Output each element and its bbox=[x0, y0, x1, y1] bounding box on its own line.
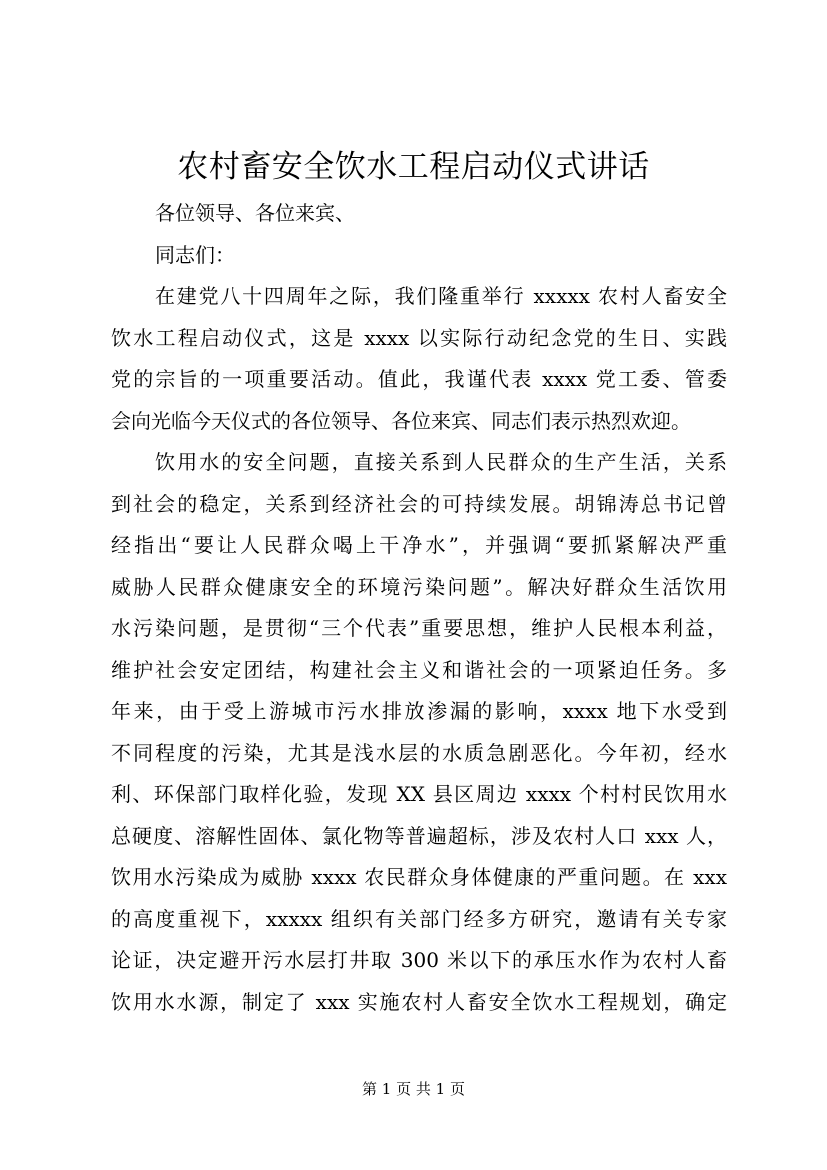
body-line: 利、环保部门取样化验，发现 XX 县区周边 xxxx 个村村民饮用水 bbox=[111, 782, 727, 806]
body-line: 总硬度、溶解性固体、氯化物等普遍超标，涉及农村人口 xxx 人， bbox=[111, 823, 727, 848]
document-body bbox=[111, 193, 727, 1023]
body-line: 到社会的稳定，关系到经济社会的可持续发展。胡锦涛总书记曾 bbox=[111, 491, 727, 516]
body-line: 经指出“要让人民群众喝上干净水”，并强调“要抓紧解决严重 bbox=[111, 533, 727, 557]
body-line: 同志们： bbox=[155, 242, 235, 267]
body-line: 论证，决定避开污水层打井取 300 米以下的承压水作为农村人畜 bbox=[111, 948, 727, 972]
body-line: 饮用水水源，制定了 xxx 实施农村人畜安全饮水工程规划，确定 bbox=[111, 989, 727, 1014]
body-line: 饮用水污染成为威胁 xxxx 农民群众身体健康的严重问题。在 xxx bbox=[111, 865, 727, 889]
body-line: 的高度重视下，xxxxx 组织有关部门经多方研究，邀请有关专家 bbox=[111, 906, 727, 931]
body-line: 党的宗旨的一项重要活动。值此，我谨代表 xxxx 党工委、管委 bbox=[111, 367, 727, 391]
body-line: 水污染问题，是贯彻“三个代表”重要思想，维护人民根本利益， bbox=[111, 616, 727, 640]
body-line: 年来，由于受上游城市污水排放渗漏的影响，xxxx 地下水受到 bbox=[111, 699, 727, 723]
body-line: 不同程度的污染，尤其是浅水层的水质急剧恶化。今年初，经水 bbox=[111, 740, 727, 765]
body-line: 在建党八十四周年之际，我们隆重举行 xxxxx 农村人畜安全 bbox=[155, 284, 727, 308]
body-line: 各位领导、各位来宾、 bbox=[155, 201, 355, 225]
page-footer: 第 1 页 共 1 页 bbox=[362, 1080, 465, 1098]
body-line: 威胁人民群众健康安全的环境污染问题”。解决好群众生活饮用 bbox=[111, 574, 727, 599]
body-line: 维护社会安定团结，构建社会主义和谐社会的一项紧迫任务。多 bbox=[111, 657, 727, 682]
body-line: 饮水工程启动仪式，这是 xxxx 以实际行动纪念党的生日、实践 bbox=[111, 325, 727, 350]
document-title: 农村畜安全饮水工程启动仪式讲话 bbox=[177, 149, 650, 185]
body-line: 饮用水的安全问题，直接关系到人民群众的生产生活，关系 bbox=[155, 450, 727, 474]
body-line: 会向光临今天仪式的各位领导、各位来宾、同志们表示热烈欢迎。 bbox=[111, 408, 691, 433]
